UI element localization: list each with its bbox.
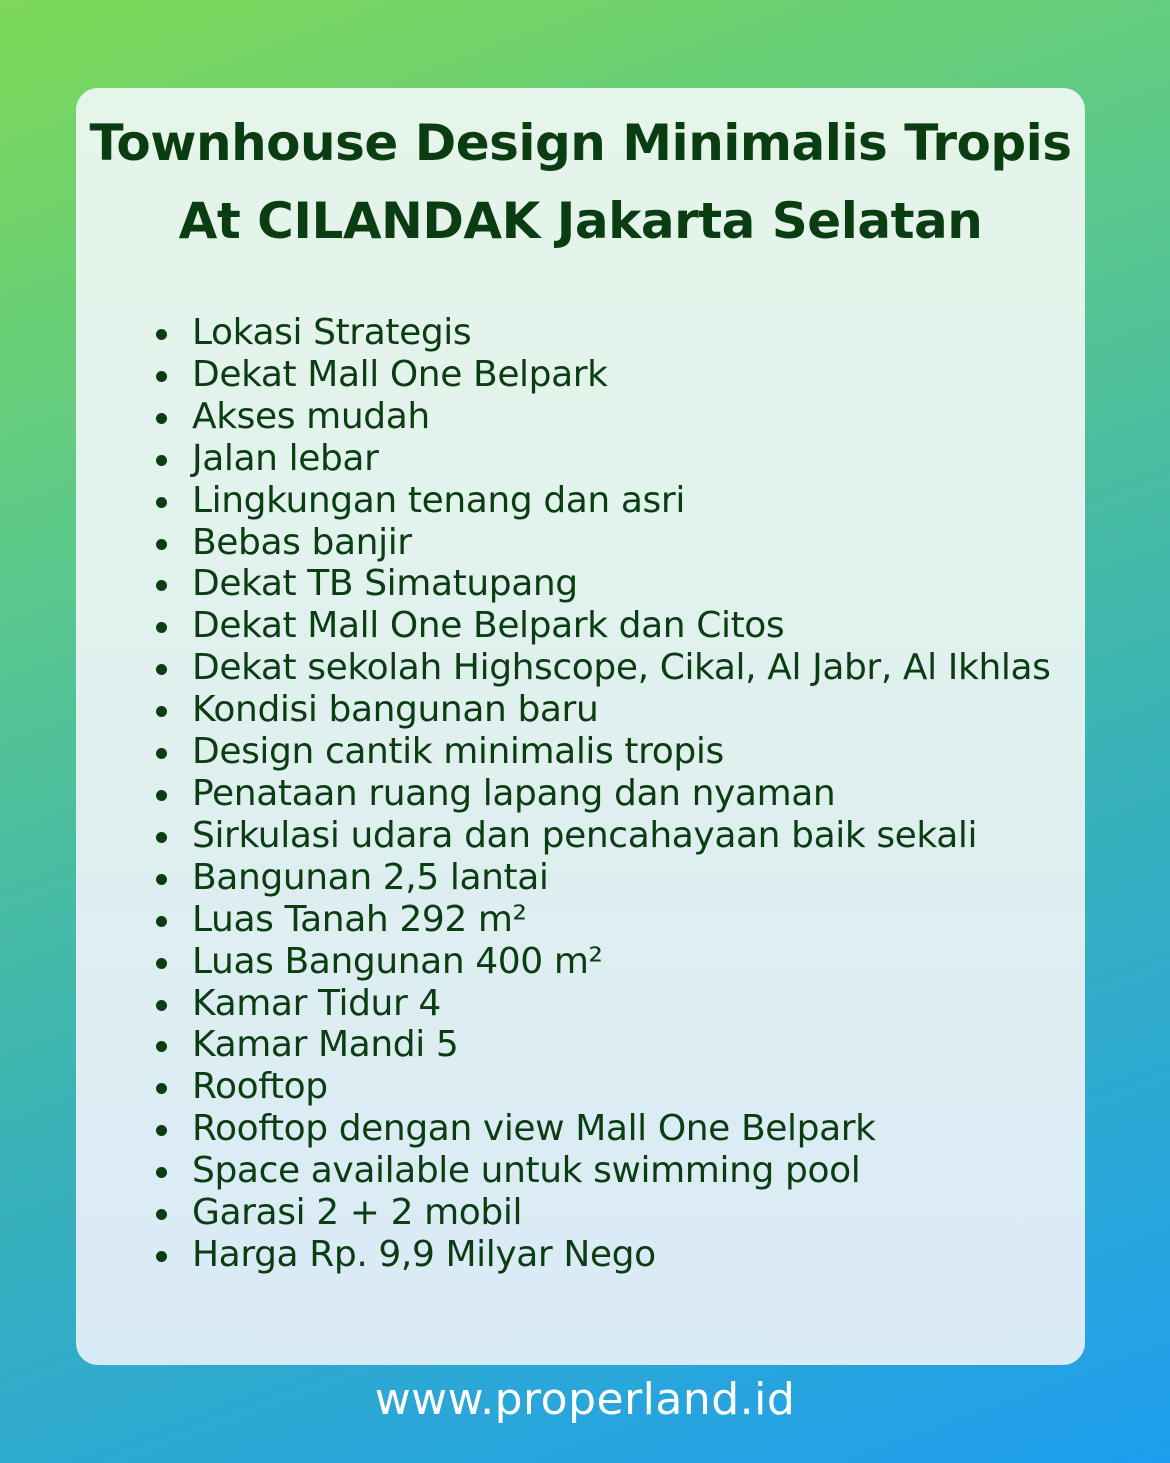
feature-item: Design cantik minimalis tropis: [156, 731, 1056, 773]
page-title: [76, 88, 1085, 260]
feature-item: Lokasi Strategis: [156, 312, 1056, 354]
feature-item: Dekat TB Simatupang: [156, 563, 1056, 605]
feature-item: Rooftop: [156, 1066, 1056, 1108]
feature-list: [156, 312, 1056, 1276]
feature-item: Luas Tanah 292 m²: [156, 899, 1056, 941]
feature-item: Bangunan 2,5 lantai: [156, 857, 1056, 899]
feature-item: Rooftop dengan view Mall One Belpark: [156, 1108, 1056, 1150]
feature-item: Dekat Mall One Belpark dan Citos: [156, 605, 1056, 647]
feature-item: Lingkungan tenang dan asri: [156, 480, 1056, 522]
feature-item: Garasi 2 + 2 mobil: [156, 1192, 1056, 1234]
feature-item: Dekat Mall One Belpark: [156, 354, 1056, 396]
website-link[interactable]: www.properland.id: [374, 1374, 796, 1425]
feature-item: Space available untuk swimming pool: [156, 1150, 1056, 1192]
feature-item: Akses mudah: [156, 396, 1056, 438]
feature-item: Dekat sekolah Highscope, Cikal, Al Jabr, Al Ikhlas: [156, 647, 1056, 689]
listing-card: [76, 88, 1085, 1365]
feature-item: Jalan lebar: [156, 438, 1056, 480]
feature-item: Kamar Tidur 4: [156, 983, 1056, 1025]
title-line-2: At CILANDAK Jakarta Selatan: [178, 192, 983, 250]
feature-item: Kamar Mandi 5: [156, 1024, 1056, 1066]
feature-item: Kondisi bangunan baru: [156, 689, 1056, 731]
feature-item: Bebas banjir: [156, 522, 1056, 564]
feature-item: Sirkulasi udara dan pencahayaan baik sekali: [156, 815, 1056, 857]
title-line-1: Townhouse Design Minimalis Tropis: [89, 114, 1072, 172]
feature-item: Luas Bangunan 400 m²: [156, 941, 1056, 983]
feature-item: Penataan ruang lapang dan nyaman: [156, 773, 1056, 815]
feature-item: Harga Rp. 9,9 Milyar Nego: [156, 1234, 1056, 1276]
